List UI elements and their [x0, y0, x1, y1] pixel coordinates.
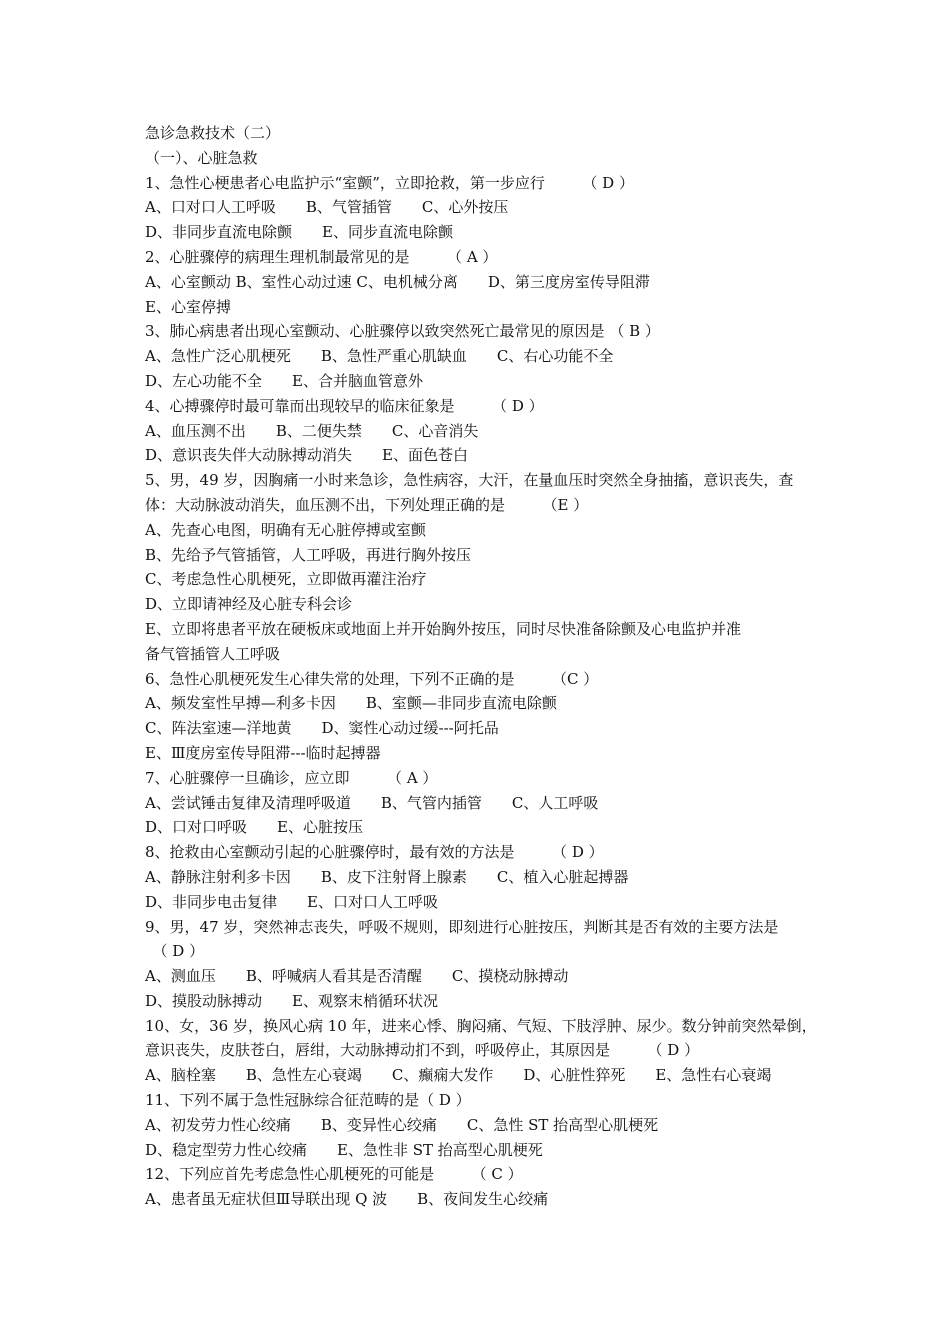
text-line: E、心室停搏 — [145, 297, 231, 316]
text-line: A、脑栓塞 B、急性左心衰竭 C、癫痫大发作 D、心脏性猝死 E、急性右心衰竭 — [145, 1066, 772, 1085]
text-line: A、测血压 B、呼喊病人看其是否清醒 C、摸桡动脉搏动 — [145, 967, 569, 986]
text-line: E、立即将患者平放在硬板床或地面上并开始胸外按压，同时尽快准备除颤及心电监护并准 — [145, 619, 741, 638]
text-line: A、静脉注射利多卡因 B、皮下注射肾上腺素 C、植入心脏起搏器 — [145, 867, 629, 886]
text-line: 10、女，36 岁，换风心病 10 年，进来心悸、胸闷痛、气短、下肢浮肿、尿少。数分钟前突然晕倒， — [145, 1016, 817, 1035]
text-line: 2、心脏骤停的病理生理机制最常见的是 （ A ） — [145, 247, 498, 266]
text-line: 4、心搏骤停时最可靠而出现较早的临床征象是 （ D ） — [145, 396, 544, 415]
text-line: 8、抢救由心室颤动引起的心脏骤停时，最有效的方法是 （ D ） — [145, 843, 604, 862]
text-line: （ D ） — [145, 942, 205, 961]
text-line: A、尝试锤击复律及清理呼吸道 B、气管内插管 C、人工呼吸 — [145, 793, 599, 812]
text-line: A、频发室性早搏—利多卡因 B、室颤—非同步直流电除颤 — [145, 694, 557, 713]
text-line: 11、下列不属于急性冠脉综合征范畴的是（ D ） — [145, 1091, 471, 1110]
text-line: B、先给予气管插管，人工呼吸，再进行胸外按压 — [145, 545, 472, 564]
text-line: A、急性广泛心肌梗死 B、急性严重心肌缺血 C、右心功能不全 — [145, 347, 614, 366]
text-line: A、患者虽无症状但Ⅲ导联出现 Q 波 B、夜间发生心绞痛 — [145, 1190, 549, 1209]
text-line: A、口对口人工呼吸 B、气管插管 C、心外按压 — [145, 198, 509, 217]
text-line: A、心室颤动 B、室性心动过速 C、电机械分离 D、第三度房室传导阻滞 — [145, 272, 650, 291]
text-line: D、摸股动脉搏动 E、观察末梢循环状况 — [145, 991, 438, 1010]
text-line: A、先查心电图，明确有无心脏停搏或室颤 — [145, 520, 426, 539]
text-line: 备气管插管人工呼吸 — [145, 644, 281, 663]
text-line: 意识丧失，皮肤苍白，唇绀，大动脉搏动扪不到，呼吸停止，其原因是 （ D ） — [145, 1041, 700, 1060]
text-line: D、口对口呼吸 E、心脏按压 — [145, 818, 363, 837]
text-line: D、左心功能不全 E、合并脑血管意外 — [145, 371, 423, 390]
question-list — [145, 171, 815, 1212]
text-line: 5、男，49 岁，因胸痛一小时来急诊，急性病容，大汗，在量血压时突然全身抽搐，意识丧失，查 — [145, 471, 794, 490]
text-line: D、非同步直流电除颤 E、同步直流电除颤 — [145, 223, 453, 242]
text-line: A、初发劳力性心绞痛 B、变异性心绞痛 C、急性 ST 抬高型心肌梗死 — [145, 1115, 659, 1134]
text-line: D、非同步电击复律 E、口对口人工呼吸 — [145, 892, 438, 911]
section-heading: （一）、心脏急救 — [145, 148, 258, 167]
text-line: C、考虑急性心肌梗死，立即做再灌注治疗 — [145, 570, 427, 589]
text-line: E、Ⅲ度房室传导阻滞---临时起搏器 — [145, 743, 381, 762]
document-page — [145, 121, 815, 1212]
text-line: 6、急性心肌梗死发生心律失常的处理，下列不正确的是 （C ） — [145, 669, 599, 688]
text-line: 1、急性心梗患者心电监护示“室颤”，立即抢救，第一步应行 （ D ） — [145, 173, 634, 192]
text-line: 7、心脏骤停一旦确诊，应立即 （ A ） — [145, 768, 438, 787]
text-line: 12、下列应首先考虑急性心肌梗死的可能是 （ C ） — [145, 1165, 523, 1184]
text-line: 体：大动脉波动消失，血压测不出，下列处理正确的是 （E ） — [145, 495, 589, 514]
text-line: A、血压测不出 B、二便失禁 C、心音消失 — [145, 421, 479, 440]
text-line: D、立即请神经及心脏专科会诊 — [145, 595, 353, 614]
text-line: D、意识丧失伴大动脉搏动消失 E、面色苍白 — [145, 446, 468, 465]
text-line: 9、男，47 岁，突然神志丧失，呼吸不规则，即刻进行心脏按压，判断其是否有效的主要方法是 — [145, 917, 779, 936]
text-line: C、阵法室速—洋地黄 D、窦性心动过缓---阿托品 — [145, 719, 499, 738]
text-line: 3、肺心病患者出现心室颤动、心脏骤停以致突然死亡最常见的原因是 （ B ） — [145, 322, 660, 341]
document-title: 急诊急救技术（二） — [145, 124, 281, 142]
text-line: D、稳定型劳力性心绞痛 E、急性非 ST 抬高型心肌梗死 — [145, 1140, 543, 1159]
